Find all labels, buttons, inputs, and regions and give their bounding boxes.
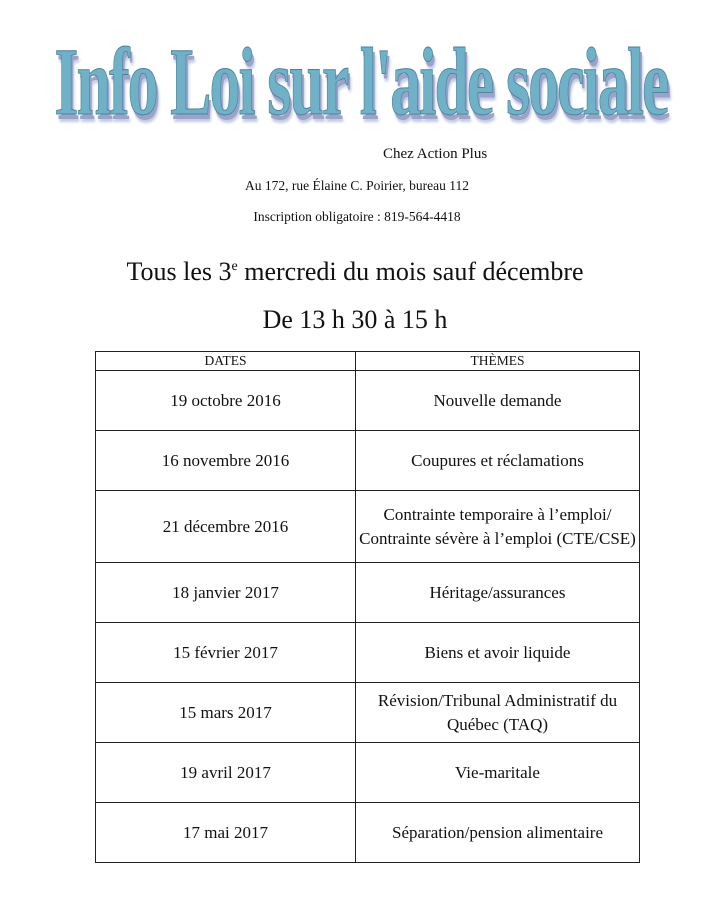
title-banner [0, 30, 710, 142]
table-row [96, 371, 640, 431]
table-row [96, 623, 640, 683]
date-cell: 16 novembre 2016 [96, 431, 356, 491]
theme-cell: Coupures et réclamations [356, 431, 640, 491]
sessions-table [95, 351, 640, 863]
table-header-row [96, 352, 640, 371]
table-row [96, 491, 640, 563]
table-row [96, 743, 640, 803]
schedule-prefix: Tous les 3 [126, 257, 232, 286]
ordinal-superscript: e [231, 259, 238, 274]
date-cell: 19 octobre 2016 [96, 371, 356, 431]
address-text: Au 172, rue Élaine C. Poirier, bureau 112 [245, 178, 469, 193]
theme-cell: Biens et avoir liquide [356, 623, 640, 683]
organization-name: Chez Action Plus [383, 146, 488, 162]
registration-text: Inscription obligatoire : 819-564-4418 [253, 209, 461, 224]
registration-line [0, 209, 710, 225]
theme-cell: Contrainte temporaire à l’emploi/ Contrainte sévère à l’emploi (CTE/CSE) [356, 491, 640, 563]
theme-cell: Nouvelle demande [356, 371, 640, 431]
date-cell: 15 février 2017 [96, 623, 356, 683]
hours-line: De 13 h 30 à 15 h [262, 305, 448, 334]
column-header-themes: THÈMES [356, 352, 640, 371]
theme-cell: Héritage/assurances [356, 563, 640, 623]
column-header-dates: DATES [96, 352, 356, 371]
date-cell: 17 mai 2017 [96, 803, 356, 863]
schedule-suffix: mercredi du mois sauf décembre [237, 257, 584, 286]
date-cell: 18 janvier 2017 [96, 563, 356, 623]
schedule-line [0, 257, 710, 287]
table-row [96, 683, 640, 743]
date-cell: 21 décembre 2016 [96, 491, 356, 563]
date-cell: 15 mars 2017 [96, 683, 356, 743]
page-title: Info Loi sur l'aide sociale [54, 30, 668, 136]
table-row [96, 431, 640, 491]
theme-cell: Révision/Tribunal Administratif du Québec (TAQ) [356, 683, 640, 743]
address-line [0, 178, 710, 194]
table-row [96, 803, 640, 863]
date-cell: 19 avril 2017 [96, 743, 356, 803]
theme-cell: Vie-maritale [356, 743, 640, 803]
table-row [96, 563, 640, 623]
theme-cell: Séparation/pension alimentaire [356, 803, 640, 863]
